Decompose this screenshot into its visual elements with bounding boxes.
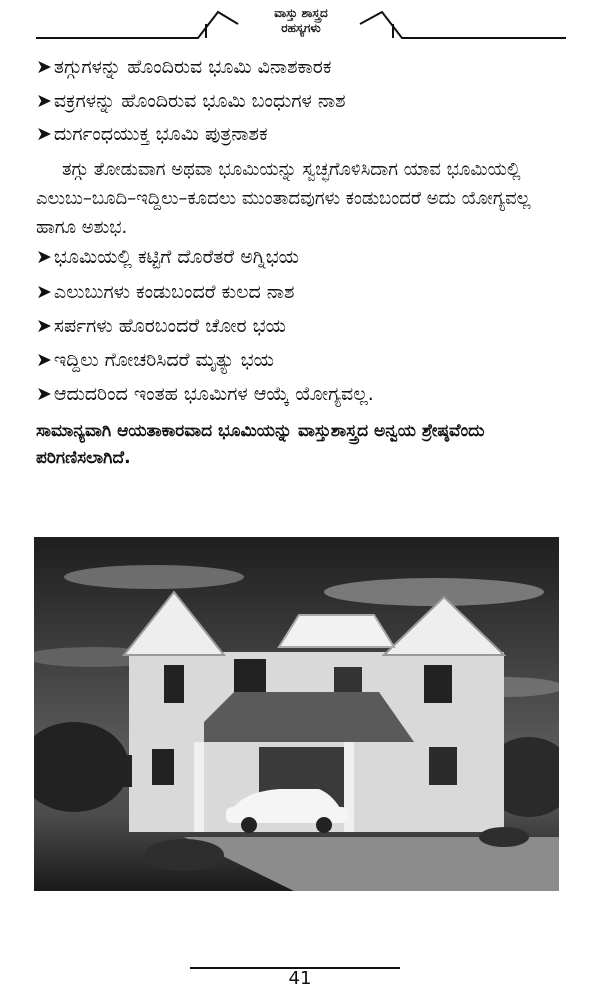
conclusion-paragraph: ಸಾಮಾನ್ಯವಾಗಿ ಆಯತಾಕಾರವಾದ ಭೂಮಿಯನ್ನು ವಾಸ್ತುಶಾಸ್ತ್ರದ ಅನ್ವಯ ಶ್ರೇಷ್ಠವೆಂದು ಪರಿಗಣಿಸಲಾಗಿದೆ. [36, 421, 485, 468]
bullet-text: ತಗ್ಗುಗಳನ್ನು ಹೊಂದಿರುವ ಭೂಮಿ ವಿನಾಶಕಾರಕ [53, 56, 332, 78]
bullet-text: ಸರ್ಪಗಳು ಹೊರಬಂದರೆ ಚೋರ ಭಯ [53, 315, 286, 337]
running-title [240, 6, 362, 36]
bullet-item [36, 349, 274, 371]
arrow-icon: ➤ [36, 349, 52, 371]
body-paragraph: ತಗ್ಗು ತೋಡುವಾಗ ಅಥವಾ ಭೂಮಿಯನ್ನು ಸ್ವಚ್ಛಗೊಳಿಸಿದಾಗ ಯಾವ ಭೂಮಿಯಲ್ಲಿ ಎಲುಬು–ಬೂದಿ–ಇದ್ದಿಲು–ಕೂದಲು ಮುಂತಾದವುಗಳು ಕಂಡುಬಂದರೆ ಅದು ಯೋಗ್ಯವಲ್ಲ ಹಾಗೂ ಅಶುಭ. [36, 159, 531, 238]
bullet-item [36, 281, 294, 303]
arrow-icon: ➤ [36, 315, 52, 337]
bullet-item [36, 56, 331, 78]
bullet-item [36, 315, 286, 337]
bullet-item [36, 123, 268, 145]
bullet-item [36, 90, 346, 112]
bullet-text: ಇದ್ದಿಲು ಗೋಚರಿಸಿದರೆ ಮೃತ್ಯು ಭಯ [53, 349, 274, 371]
running-title-line2: ರಹಸ್ಯಗಳು [281, 21, 321, 35]
bullet-text: ದುರ್ಗಂಧಯುಕ್ತ ಭೂಮಿ ಪುತ್ರನಾಶಕ [53, 123, 268, 145]
bullet-item [36, 383, 374, 405]
house-photo [34, 537, 559, 891]
arrow-icon: ➤ [36, 246, 52, 268]
running-title-line1: ವಾಸ್ತು ಶಾಸ್ತ್ರದ [274, 6, 328, 20]
page-number: 41 [288, 968, 312, 989]
page-header [0, 0, 600, 44]
bullet-text: ಭೂಮಿಯಲ್ಲಿ ಕಟ್ಟಿಗೆ ದೊರೆತರೆ ಅಗ್ನಿಭಯ [53, 246, 300, 268]
bullet-text: ಆದುದರಿಂದ ಇಂತಹ ಭೂಮಿಗಳ ಆಯ್ಕೆ ಯೋಗ್ಯವಲ್ಲ. [53, 383, 374, 405]
arrow-icon: ➤ [36, 56, 52, 78]
arrow-icon: ➤ [36, 123, 52, 145]
bullet-item [36, 246, 299, 268]
arrow-icon: ➤ [36, 90, 52, 112]
bullet-text: ವಕ್ರಗಳನ್ನು ಹೊಂದಿರುವ ಭೂಮಿ ಬಂಧುಗಳ ನಾಶ [53, 90, 346, 112]
arrow-icon: ➤ [36, 383, 52, 405]
bullet-text: ಎಲುಬುಗಳು ಕಂಡುಬಂದರೆ ಕುಲದ ನಾಶ [53, 281, 295, 303]
arrow-icon: ➤ [36, 281, 52, 303]
